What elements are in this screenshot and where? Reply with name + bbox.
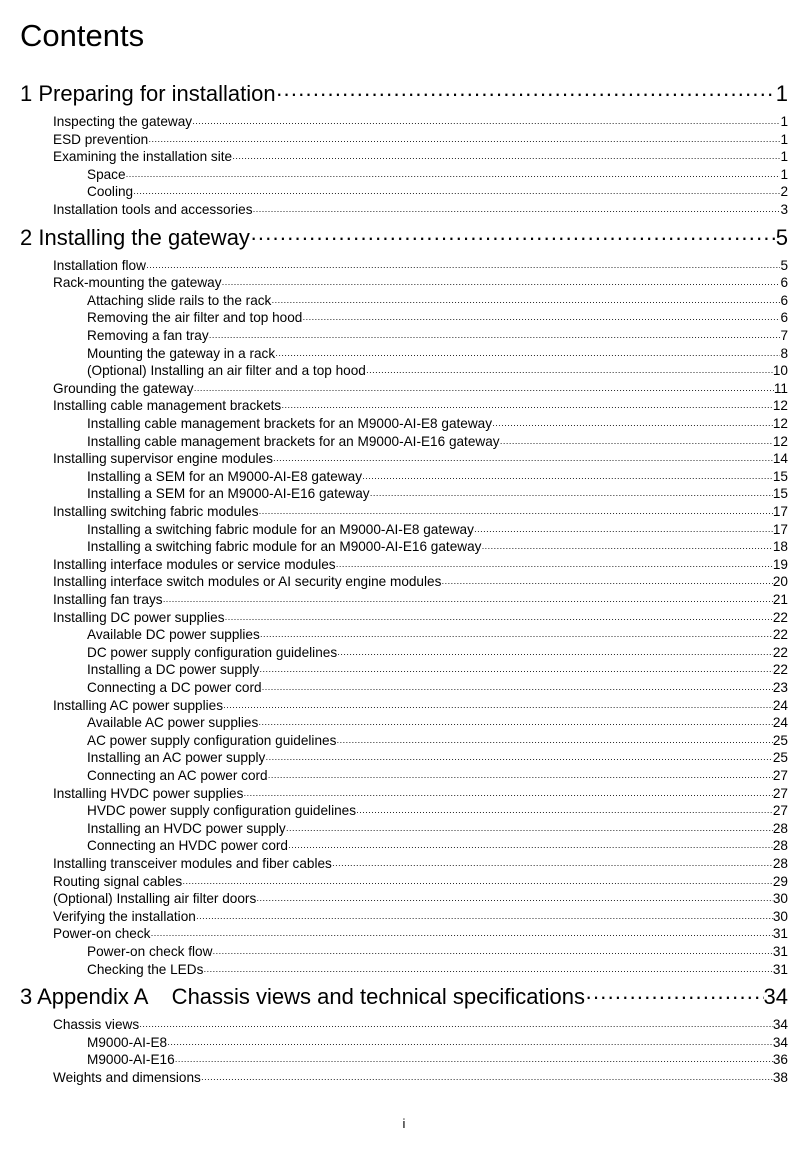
toc-entry-title: Installing HVDC power supplies [53,785,244,801]
toc-page-number: 28 [772,820,788,836]
toc-page-number: 25 [772,750,788,766]
dot-leader [253,201,781,220]
toc-page-number: 17 [772,504,788,519]
toc-entry-title: Installing fan trays [53,592,163,607]
toc-entry-title: DC power supply configuration guidelines [87,644,338,660]
toc-entry-title: M9000-AI-E16 [87,1052,175,1068]
toc-page-number: 30 [772,891,788,907]
toc-page-number: 5 [780,257,788,273]
toc-page-number: 34 [763,984,788,1010]
toc-entry[interactable] [87,943,788,960]
dot-leader [302,309,780,328]
toc-entry-title: 3 Appendix A Chassis views and technical specifications [20,984,585,1010]
dot-leader [148,131,780,150]
toc-entry[interactable] [87,1051,788,1068]
toc-entry[interactable] [53,591,788,608]
toc-page-number: 15 [772,486,788,502]
toc-chapter-entry[interactable] [20,982,788,1012]
toc-page-number: 30 [772,908,788,924]
toc-entry[interactable] [87,183,788,200]
dot-leader [163,591,773,610]
dot-leader [273,450,773,469]
toc-page-number: 29 [772,873,788,889]
toc-entry[interactable] [87,661,788,678]
toc-entry[interactable] [87,433,788,450]
toc-page-number: 38 [772,1070,788,1085]
toc-entry[interactable] [87,485,788,502]
dot-leader [223,697,773,716]
toc-entry[interactable] [53,201,788,218]
toc-entry[interactable] [53,855,788,872]
toc-entry-title: Installing a DC power supply [87,662,260,678]
toc-page-number: 15 [772,468,788,484]
toc-page-number: 27 [772,768,788,783]
toc-entry-title: Installing AC power supplies [53,697,224,713]
toc-entry-title: Rack-mounting the gateway [53,275,222,291]
toc-entry[interactable] [53,113,788,130]
toc-entry-title: Installing a SEM for an M9000-AI-E16 gateway [87,486,370,502]
toc-entry-title: Power-on check [53,926,151,942]
dot-leader [366,362,773,381]
dot-leader [203,961,773,980]
dot-leader [259,661,773,680]
toc-entry[interactable] [87,961,788,978]
dot-leader [356,802,773,821]
toc-page-number: 22 [772,627,788,643]
toc-entry[interactable] [87,679,788,696]
toc-page-number: 20 [772,574,788,590]
dot-leader [336,732,773,751]
toc-page-number: 19 [772,556,788,572]
toc-entry-title: Available AC power supplies [87,715,259,731]
toc-entry[interactable] [53,609,788,626]
toc-entry[interactable] [87,468,788,485]
toc-entry[interactable] [87,767,788,784]
toc-page-number: 24 [772,715,788,731]
page-title: Contents [20,18,145,53]
toc-entry-title: Inspecting the gateway [53,114,193,129]
toc-entry-title: AC power supply configuration guidelines [87,732,337,748]
toc-entry-title: Installing DC power supplies [53,609,225,625]
toc-page-number: 22 [772,662,788,678]
toc-entry[interactable] [87,166,788,183]
toc-page-number: 12 [772,433,788,449]
toc-entry[interactable] [53,131,788,148]
toc-entry-title: Installing an AC power supply [87,750,266,766]
toc-page-number: 11 [773,380,788,396]
toc-entry-title: Mounting the gateway in a rack [87,345,276,361]
toc-entry[interactable] [87,820,788,837]
toc-entry[interactable] [53,890,788,907]
toc-entry-title: Installing interface modules or service modules [53,556,336,572]
toc-entry[interactable] [87,345,788,362]
dot-leader [474,521,773,540]
dot-leader [222,274,781,293]
toc-entry-title: Installing supervisor engine modules [53,451,273,467]
toc-entry[interactable] [87,292,788,309]
toc-entry[interactable] [53,873,788,890]
dot-leader [126,166,781,185]
dot-leader [441,573,773,592]
toc-page-number: 34 [772,1034,788,1050]
dot-leader [332,855,773,874]
toc-entry-title: Weights and dimensions [53,1070,201,1085]
toc-entry[interactable] [53,148,788,165]
dot-leader [196,908,773,927]
dot-leader [232,148,780,167]
dot-leader [336,556,773,575]
toc-page-number: 1 [780,131,788,147]
toc-entry-title: Examining the installation site [53,149,233,165]
toc-entry[interactable] [87,749,788,766]
dot-leader [275,345,780,364]
toc-entry[interactable] [87,1034,788,1051]
dot-leader [256,890,773,909]
toc-entry[interactable] [53,908,788,925]
toc-entry[interactable] [87,732,788,749]
toc-page-number: 1 [780,114,788,129]
dot-leader [268,767,773,786]
toc-entry-title: Checking the LEDs [87,961,204,977]
toc-page-number: 27 [772,803,788,819]
toc-page-number: 25 [772,732,788,748]
dot-leader [194,380,774,399]
dot-leader [260,626,773,645]
toc-page-number: 8 [780,345,788,361]
toc-entry[interactable] [87,837,788,854]
toc-entry[interactable] [53,257,788,274]
toc-page-number: 2 [780,184,788,200]
toc-entry-title: Connecting a DC power cord [87,680,262,695]
toc-entry-title: Installing an HVDC power supply [87,820,286,836]
toc-entry[interactable] [53,450,788,467]
toc-entry-title: Installing interface switch modules or AI security engine modules [53,574,442,590]
dot-leader [288,837,773,856]
dot-leader [370,485,773,504]
dot-leader [192,113,780,132]
toc-page-number: 3 [780,202,788,217]
toc-page-number: 27 [772,785,788,801]
toc-entry-title: Routing signal cables [53,873,183,889]
dot-leader [500,433,773,452]
dot-leader [225,609,773,628]
toc-page-number: 7 [780,328,788,343]
toc-page-number: 31 [772,926,788,942]
toc-page-number: 10 [772,363,788,379]
toc-page-number: 1 [780,149,788,165]
toc-entry[interactable] [53,397,788,414]
toc-entry[interactable] [53,573,788,590]
toc-page-number: 24 [772,697,788,713]
dot-leader [281,397,773,416]
toc-entry-title: Installing cable management brackets [53,398,282,414]
toc-entry[interactable] [53,274,788,291]
dot-leader [150,925,772,944]
dot-leader [585,982,764,1012]
dot-leader [201,1069,773,1088]
dot-leader [258,714,773,733]
toc-entry-title: Verifying the installation [53,908,196,924]
toc-page-number: 12 [772,398,788,414]
dot-leader [250,223,776,253]
toc-entry[interactable] [87,521,788,538]
toc-entry[interactable] [87,415,788,432]
toc-page-number: 22 [772,644,788,660]
toc-page-number: 1 [780,166,788,182]
toc-entry[interactable] [53,503,788,520]
toc-page-number: 12 [772,416,788,431]
toc-entry-title: Connecting an AC power cord [87,768,268,783]
dot-leader [492,415,773,434]
dot-leader [146,257,780,276]
toc-entry[interactable] [87,802,788,819]
dot-leader [243,785,772,804]
toc-entry[interactable] [87,626,788,643]
toc-page-number: 14 [772,451,788,467]
toc-page-number: 28 [772,856,788,871]
toc-page-number: 31 [772,961,788,977]
toc-entry-title: Space [87,166,126,182]
dot-leader [212,943,772,962]
toc-entry-title: 2 Installing the gateway [20,224,250,250]
dot-leader [182,873,773,892]
toc-entry-title: Removing a fan tray [87,328,209,343]
footer-page-number: i [402,1116,406,1131]
dot-leader [276,79,776,109]
toc-entry[interactable] [53,380,788,397]
dot-leader [481,538,772,557]
toc-entry[interactable] [53,1016,788,1033]
toc-page-number: 23 [772,680,788,695]
toc-chapter-entry[interactable] [20,79,788,109]
toc-page-number: 31 [772,944,788,959]
toc-entry[interactable] [53,925,788,942]
dot-leader [262,679,773,698]
toc-entry[interactable] [87,714,788,731]
dot-leader [271,292,780,311]
toc-entry-title: Power-on check flow [87,944,213,959]
toc-entry-title: Grounding the gateway [53,380,194,396]
toc-page-number: 6 [780,310,788,326]
dot-leader [133,183,780,202]
toc-entry-title: Cooling [87,184,134,200]
toc-entry-title: (Optional) Installing air filter doors [53,891,257,907]
toc-page-number: 36 [772,1052,788,1068]
toc-page-number: 28 [772,838,788,854]
toc-entry[interactable] [53,1069,788,1086]
dot-leader [337,644,773,663]
toc-entry-title: Attaching slide rails to the rack [87,292,272,308]
toc-page-number: 22 [772,609,788,625]
toc-entry[interactable] [53,785,788,802]
toc-entry-title: HVDC power supply configuration guidelines [87,803,357,819]
toc-page-number: 5 [775,224,788,250]
toc-entry[interactable] [87,309,788,326]
dot-leader [139,1016,773,1035]
toc-entry-title: 1 Preparing for installation [20,81,276,106]
dot-leader [265,749,773,768]
dot-leader [209,327,781,346]
toc-entry-title: Removing the air filter and top hood [87,310,303,326]
toc-page-number: 6 [780,292,788,308]
toc-entry-title: (Optional) Installing an air filter and a top hood [87,363,366,379]
toc-entry-title: Available DC power supplies [87,627,260,643]
toc-entry[interactable] [87,362,788,379]
toc-page-number: 18 [772,539,788,555]
toc-entry-title: Installing transceiver modules and fiber cables [53,856,332,871]
toc-page-number: 34 [772,1017,788,1033]
toc-entry-title: Installing switching fabric modules [53,504,259,519]
toc-entry-title: Installing a switching fabric module for an M9000-AI-E8 gateway [87,521,474,537]
dot-leader [175,1051,773,1070]
toc-entry-title: Installing a switching fabric module for an M9000-AI-E16 gateway [87,539,482,555]
toc-entry[interactable] [87,644,788,661]
toc-page-number: 17 [772,521,788,537]
toc-entry-title: Chassis views [53,1017,140,1033]
toc-entry-title: ESD prevention [53,131,149,147]
dot-leader [167,1034,773,1053]
toc-page-number: 21 [772,592,788,607]
toc-entry[interactable] [53,556,788,573]
toc-entry-title: Installing a SEM for an M9000-AI-E8 gateway [87,468,363,484]
toc-page-number: 1 [775,81,788,106]
toc-entry-title: Connecting an HVDC power cord [87,838,288,854]
toc-page-number: 6 [780,275,788,291]
dot-leader [362,468,773,487]
toc-entry-title: Installation flow [53,257,146,273]
toc-entry-title: Installing cable management brackets for an M9000-AI-E8 gateway [87,416,493,431]
toc-entry[interactable] [53,697,788,714]
dot-leader [286,820,773,839]
toc-entry[interactable] [87,538,788,555]
toc-chapter-entry[interactable] [20,223,788,253]
toc-entry[interactable] [87,327,788,344]
toc-entry-title: M9000-AI-E8 [87,1034,168,1050]
dot-leader [259,503,773,522]
toc-entry-title: Installing cable management brackets for an M9000-AI-E16 gateway [87,433,500,449]
toc-entry-title: Installation tools and accessories [53,202,253,217]
